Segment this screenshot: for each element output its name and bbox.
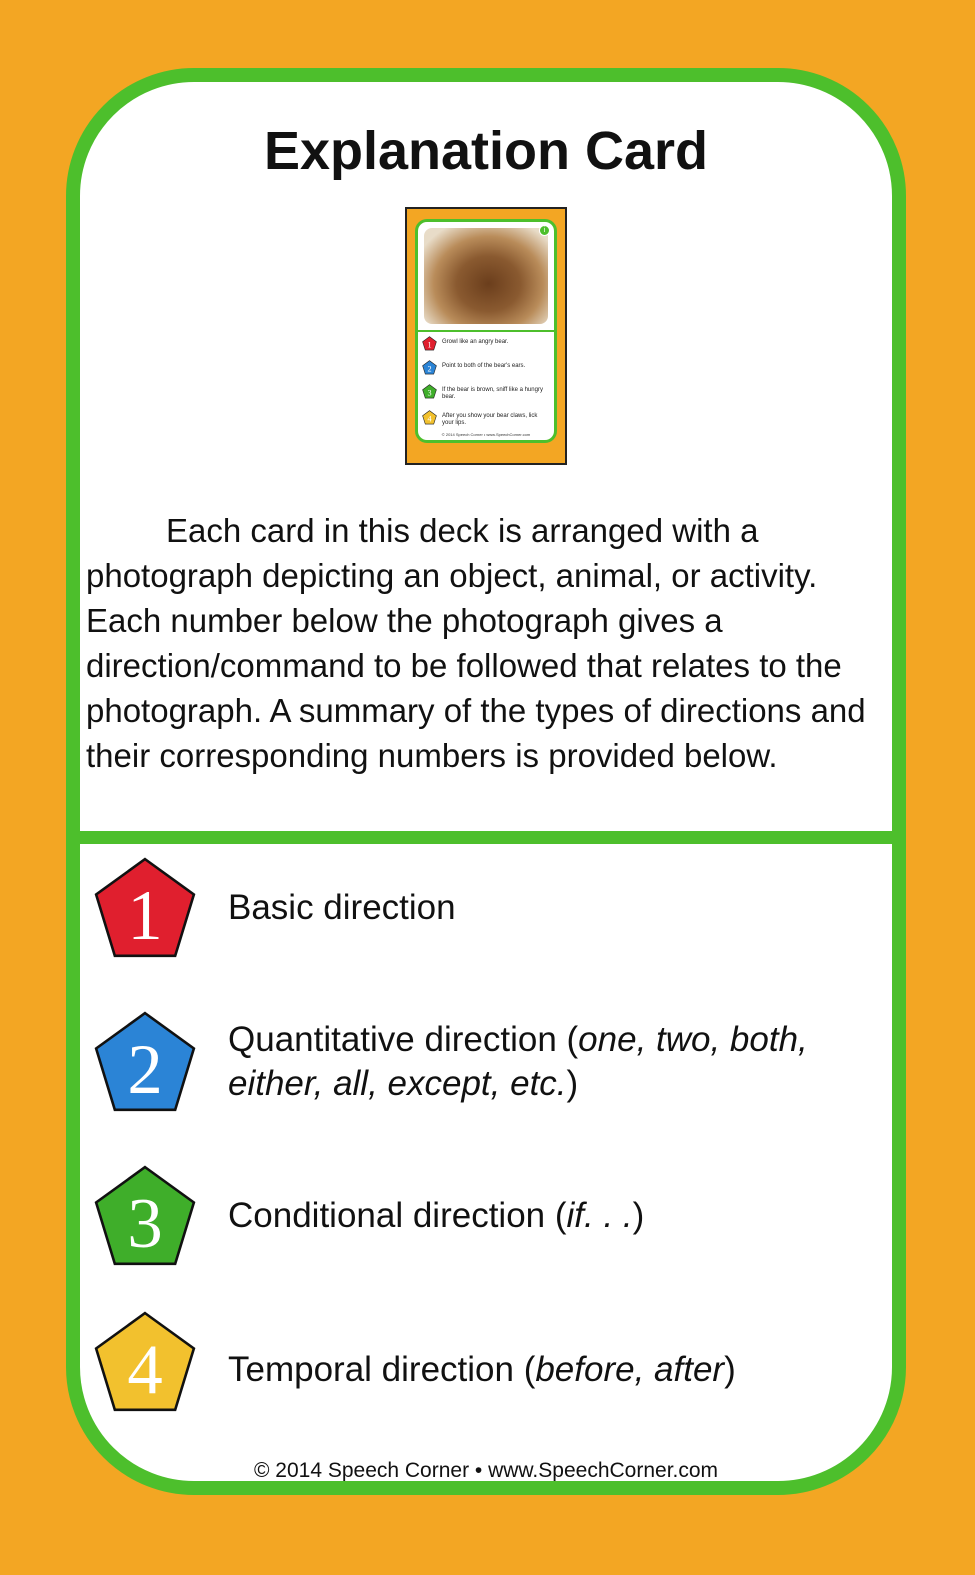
legend-label-text: Quantitative direction ( [228,1020,579,1059]
card-title: Explanation Card [263,121,709,181]
info-badge-icon: i [539,225,550,236]
pentagon-4-icon [90,1310,200,1414]
legend-suffix: ) [724,1350,736,1389]
pentagon-3-icon [422,384,437,399]
example-direction-3 [422,384,550,404]
legend-number: 3 [127,1185,163,1264]
legend-suffix: ) [566,1064,579,1103]
pentagon-1-icon [90,856,200,960]
svg-text:2: 2 [427,364,432,374]
legend-label-text: Basic direction [228,888,456,927]
legend-label-text: Temporal direction ( [228,1350,536,1389]
example-direction-text: After you show your bear claws, lick your lips. [442,413,538,426]
description-text: Each card in this deck is arranged with a photograph depicting an object, animal, or activity. Each number below the photograph gives a direction/command to be followed that relates to the photograph. A summary of the types of directions and their corresponding numbers is provided below. [86,512,866,774]
example-direction-1 [422,336,550,356]
copyright-footer: © 2014 Speech Corner • www.SpeechCorner.com [253,1459,719,1482]
svg-text:1: 1 [427,340,432,350]
legend-label [228,886,456,930]
legend-label [228,1194,644,1238]
svg-text:4: 4 [427,414,432,424]
pentagon-4-icon [422,410,437,425]
example-direction-4 [422,410,550,430]
legend-examples: one, two, both, either, all, except, etc. [228,1020,808,1103]
legend-number: 1 [127,877,163,956]
svg-text:3: 3 [427,388,432,398]
legend-item-quantitative [90,1010,900,1114]
example-card-thumbnail [405,207,567,465]
legend-number: 4 [127,1331,163,1410]
example-card-divider [418,330,554,332]
legend-item-temporal [90,1310,900,1414]
example-direction-text: If the bear is brown, sniff like a hungry bear. [442,387,543,400]
pentagon-1-icon [422,336,437,351]
legend-suffix: ) [632,1196,645,1235]
legend-label [228,1348,736,1392]
pentagon-2-icon [422,360,437,375]
legend-item-conditional [90,1164,900,1268]
legend-label [228,1018,888,1106]
description-paragraph [86,508,866,778]
example-direction-text: Growl like an angry bear. [442,339,509,345]
section-divider [80,831,892,844]
pentagon-2-icon [90,1010,200,1114]
legend-item-basic [90,856,900,960]
explanation-card [66,68,906,1495]
pentagon-3-icon [90,1164,200,1268]
example-direction-text: Point to both of the bear's ears. [442,363,526,369]
legend-examples: before, after [535,1350,725,1389]
example-card-body [415,219,557,443]
legend-number: 2 [127,1031,163,1110]
example-direction-2 [422,360,550,380]
legend-examples: if. . . [566,1196,633,1235]
example-card-footer: © 2014 Speech Corner • www.SpeechCorner.com [441,432,531,437]
bear-photo [424,228,548,324]
legend-label-text: Conditional direction ( [228,1196,567,1235]
